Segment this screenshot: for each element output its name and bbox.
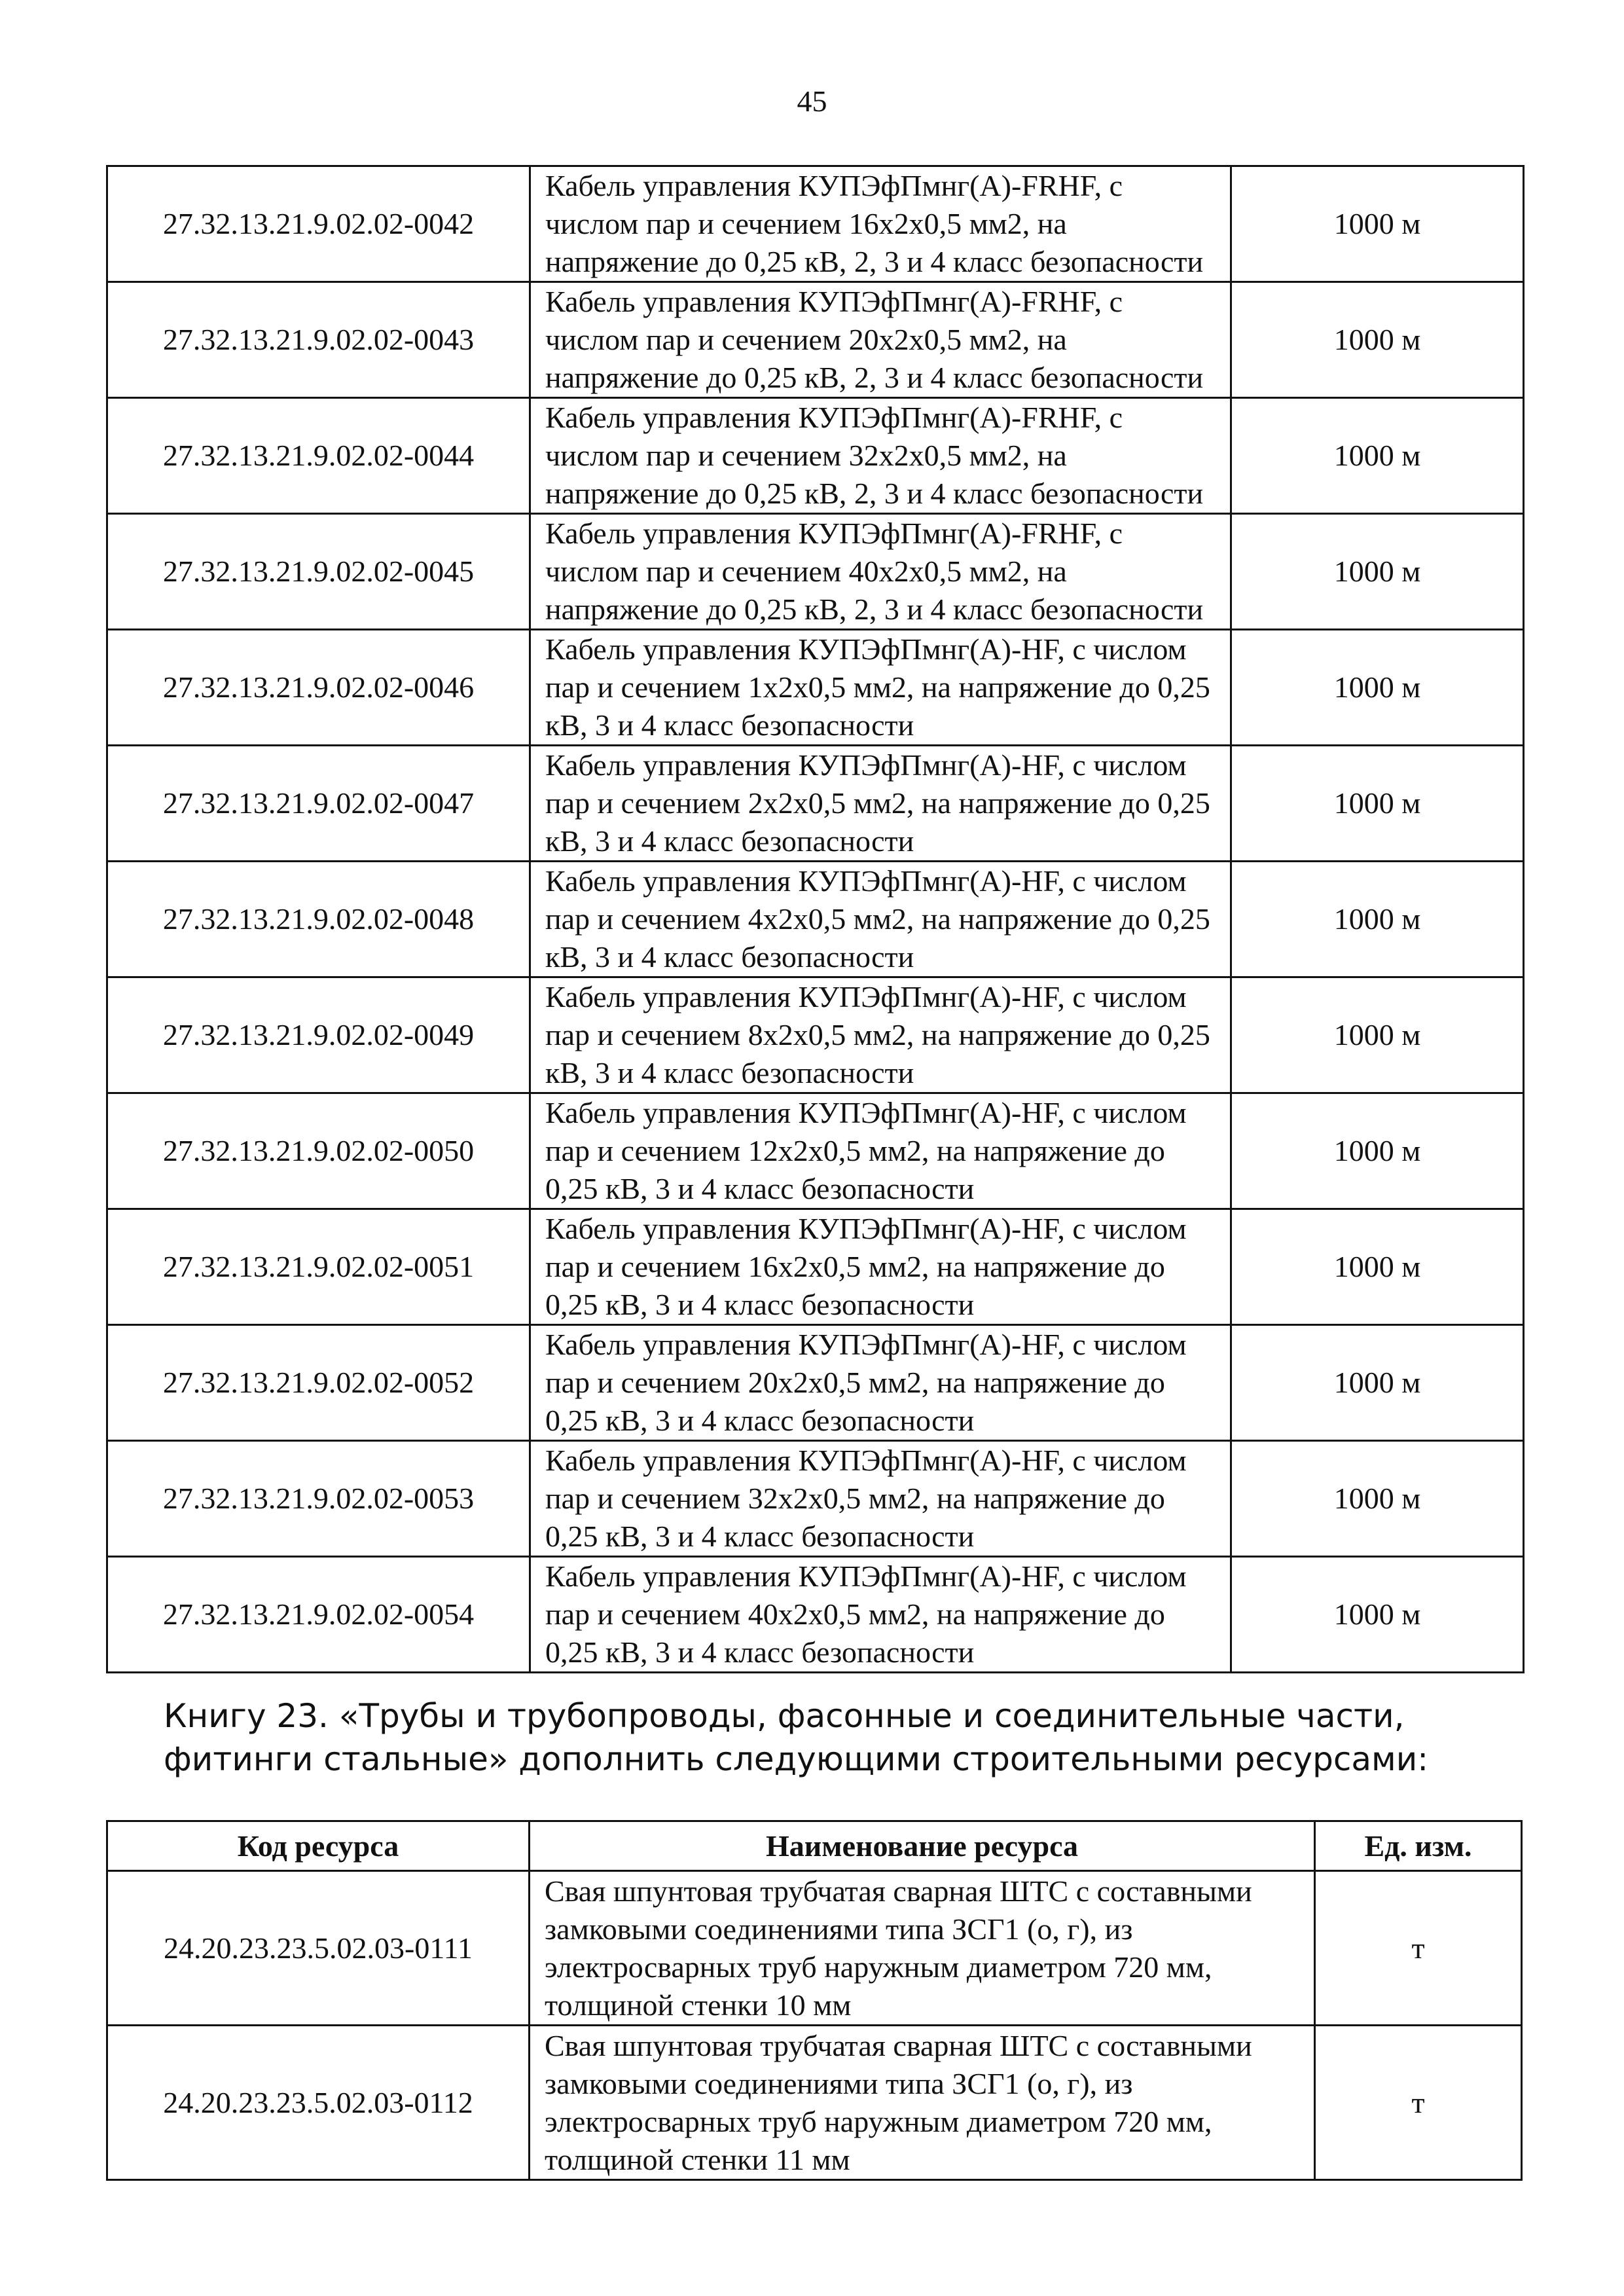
table-row xyxy=(107,2026,1522,2180)
resource-unit: т xyxy=(1315,2026,1522,2180)
resource-name: Кабель управления КУПЭфПмнг(А)-HF, с числом пар и сечением 20х2х0,5 мм2, на напряжение до 0,25 кВ, 3 и 4 класс безопасности xyxy=(530,1325,1231,1441)
cable-resources-table xyxy=(106,165,1525,1673)
resource-name: Кабель управления КУПЭфПмнг(А)-HF, с числом пар и сечением 1х2х0,5 мм2, на напряжение до 0,25 кВ, 3 и 4 класс безопасности xyxy=(530,630,1231,746)
table-row xyxy=(107,1093,1524,1209)
resource-name: Кабель управления КУПЭфПмнг(А)-HF, с числом пар и сечением 40х2х0,5 мм2, на напряжение до 0,25 кВ, 3 и 4 класс безопасности xyxy=(530,1557,1231,1673)
resource-unit: 1000 м xyxy=(1231,977,1524,1093)
resource-code: 27.32.13.21.9.02.02-0047 xyxy=(107,746,530,862)
resource-code: 27.32.13.21.9.02.02-0050 xyxy=(107,1093,530,1209)
table-row xyxy=(107,1325,1524,1441)
resource-unit: 1000 м xyxy=(1231,282,1524,398)
resource-name: Кабель управления КУПЭфПмнг(А)-FRHF, с числом пар и сечением 16х2х0,5 мм2, на напряжение до 0,25 кВ, 2, 3 и 4 класс безопасности xyxy=(530,166,1231,282)
resource-name: Кабель управления КУПЭфПмнг(А)-FRHF, с числом пар и сечением 40х2х0,5 мм2, на напряжение до 0,25 кВ, 2, 3 и 4 класс безопасности xyxy=(530,514,1231,630)
table-row xyxy=(107,862,1524,977)
resource-name: Кабель управления КУПЭфПмнг(А)-FRHF, с числом пар и сечением 20х2х0,5 мм2, на напряжение до 0,25 кВ, 2, 3 и 4 класс безопасности xyxy=(530,282,1231,398)
resource-unit: 1000 м xyxy=(1231,1209,1524,1325)
table-header-row xyxy=(107,1821,1522,1871)
resource-code: 27.32.13.21.9.02.02-0049 xyxy=(107,977,530,1093)
resource-name: Кабель управления КУПЭфПмнг(А)-HF, с числом пар и сечением 4х2х0,5 мм2, на напряжение до 0,25 кВ, 3 и 4 класс безопасности xyxy=(530,862,1231,977)
table-row xyxy=(107,398,1524,514)
header-code: Код ресурса xyxy=(107,1821,530,1871)
resource-unit: 1000 м xyxy=(1231,166,1524,282)
resource-unit: 1000 м xyxy=(1231,1325,1524,1441)
pipe-resources-table xyxy=(106,1820,1523,2181)
resource-name: Кабель управления КУПЭфПмнг(А)-HF, с числом пар и сечением 12х2х0,5 мм2, на напряжение до 0,25 кВ, 3 и 4 класс безопасности xyxy=(530,1093,1231,1209)
resource-code: 27.32.13.21.9.02.02-0048 xyxy=(107,862,530,977)
resource-unit: 1000 м xyxy=(1231,862,1524,977)
table-row xyxy=(107,1441,1524,1557)
resource-unit: 1000 м xyxy=(1231,1441,1524,1557)
resource-unit: 1000 м xyxy=(1231,398,1524,514)
resource-unit: т xyxy=(1315,1871,1522,2026)
resource-unit: 1000 м xyxy=(1231,1093,1524,1209)
table-row xyxy=(107,1871,1522,2026)
header-name: Наименование ресурса xyxy=(530,1821,1315,1871)
resource-name: Кабель управления КУПЭфПмнг(А)-HF, с числом пар и сечением 32х2х0,5 мм2, на напряжение до 0,25 кВ, 3 и 4 класс безопасности xyxy=(530,1441,1231,1557)
table-row xyxy=(107,630,1524,746)
resource-unit: 1000 м xyxy=(1231,746,1524,862)
table-row xyxy=(107,746,1524,862)
resource-code: 27.32.13.21.9.02.02-0045 xyxy=(107,514,530,630)
resource-code: 27.32.13.21.9.02.02-0043 xyxy=(107,282,530,398)
resource-name: Кабель управления КУПЭфПмнг(А)-HF, с числом пар и сечением 8х2х0,5 мм2, на напряжение до 0,25 кВ, 3 и 4 класс безопасности xyxy=(530,977,1231,1093)
resource-code: 24.20.23.23.5.02.03-0111 xyxy=(107,1871,530,2026)
table-row xyxy=(107,1557,1524,1673)
page-number: 45 xyxy=(797,84,827,118)
resource-code: 24.20.23.23.5.02.03-0112 xyxy=(107,2026,530,2180)
instruction-paragraph: Книгу 23. «Трубы и трубопроводы, фасонные и соединительные части, фитинги стальные» дополнить следующими строительными ресурсами: xyxy=(164,1697,1429,1778)
resource-name: Свая шпунтовая трубчатая сварная ШТС с составными замковыми соединениями типа ЗСГ1 (о, г), из электросварных труб наружным диаметром 720 мм, толщиной стенки 11 мм xyxy=(530,2026,1315,2180)
table-row xyxy=(107,282,1524,398)
resource-code: 27.32.13.21.9.02.02-0042 xyxy=(107,166,530,282)
resource-code: 27.32.13.21.9.02.02-0054 xyxy=(107,1557,530,1673)
resource-unit: 1000 м xyxy=(1231,630,1524,746)
resource-name: Кабель управления КУПЭфПмнг(А)-HF, с числом пар и сечением 2х2х0,5 мм2, на напряжение до 0,25 кВ, 3 и 4 класс безопасности xyxy=(530,746,1231,862)
resource-code: 27.32.13.21.9.02.02-0044 xyxy=(107,398,530,514)
table-row xyxy=(107,514,1524,630)
table-row xyxy=(107,166,1524,282)
resource-code: 27.32.13.21.9.02.02-0053 xyxy=(107,1441,530,1557)
resource-unit: 1000 м xyxy=(1231,514,1524,630)
resource-code: 27.32.13.21.9.02.02-0052 xyxy=(107,1325,530,1441)
resource-code: 27.32.13.21.9.02.02-0046 xyxy=(107,630,530,746)
resource-name: Свая шпунтовая трубчатая сварная ШТС с составными замковыми соединениями типа ЗСГ1 (о, г), из электросварных труб наружным диаметром 720 мм, толщиной стенки 10 мм xyxy=(530,1871,1315,2026)
table-row xyxy=(107,977,1524,1093)
resource-name: Кабель управления КУПЭфПмнг(А)-FRHF, с числом пар и сечением 32х2х0,5 мм2, на напряжение до 0,25 кВ, 2, 3 и 4 класс безопасности xyxy=(530,398,1231,514)
table-row xyxy=(107,1209,1524,1325)
resource-unit: 1000 м xyxy=(1231,1557,1524,1673)
resource-name: Кабель управления КУПЭфПмнг(А)-HF, с числом пар и сечением 16х2х0,5 мм2, на напряжение до 0,25 кВ, 3 и 4 класс безопасности xyxy=(530,1209,1231,1325)
header-unit: Ед. изм. xyxy=(1315,1821,1522,1871)
resource-code: 27.32.13.21.9.02.02-0051 xyxy=(107,1209,530,1325)
